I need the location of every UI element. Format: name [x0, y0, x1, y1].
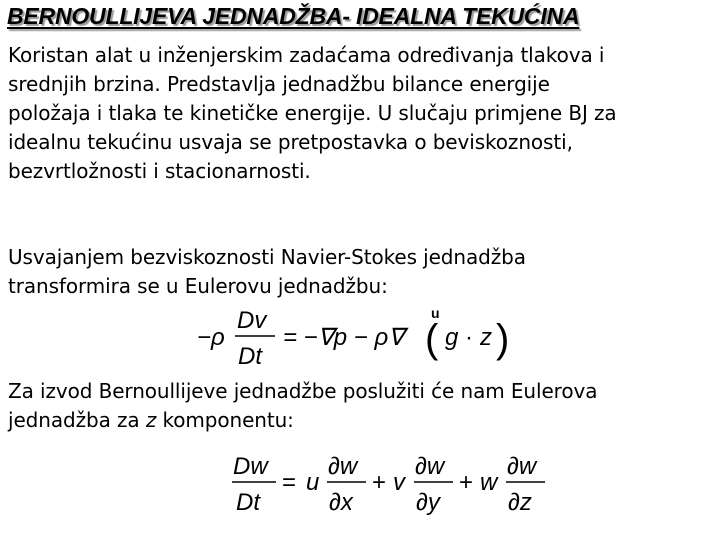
paragraph-line: Usvajanjem bezviskoznosti Navier-Stokes jednadžba: [8, 245, 526, 269]
eq2-term1-numerator: ∂w: [328, 453, 358, 480]
paragraph-line: bezvrtložnosti i stacionarnosti.: [8, 159, 311, 183]
eq2-term2-denominator: ∂y: [416, 489, 440, 516]
eq1-right-paren: ): [496, 317, 510, 361]
eq1-g: g: [445, 324, 459, 351]
paragraph-text: komponentu:: [156, 408, 294, 432]
eq1-numerator: Dv: [237, 307, 267, 334]
paragraph-line: [8, 406, 713, 435]
eq1-rhs: = −∇p − ρ∇: [283, 324, 405, 351]
eq1-vector-mark: u: [431, 305, 440, 321]
eq1-minus-rho: −ρ: [197, 324, 225, 351]
eq2-lhs-denominator: Dt: [236, 489, 260, 516]
paragraph-euler: [8, 243, 713, 301]
eq2-term3-denominator: ∂z: [508, 489, 532, 516]
eq2-w: w: [480, 469, 498, 496]
eq2-v: v: [393, 469, 405, 496]
paragraph-line: idealnu tekućinu usvaja se pretpostavka o beviskoznosti,: [8, 130, 573, 154]
eq2-term3-numerator: ∂w: [507, 453, 537, 480]
paragraph-intro: [8, 41, 713, 186]
eq2-plus2: +: [459, 469, 474, 496]
eq2-u: u: [306, 469, 320, 496]
eq2-plus1: +: [372, 469, 387, 496]
z-component-equation: [230, 446, 560, 522]
eq2-lhs-numerator: Dw: [233, 453, 268, 480]
paragraph-line: Za izvod Bernoullijeve jednadžbe poslužiti će nam Eulerova: [8, 379, 598, 403]
eq2-term2-numerator: ∂w: [415, 453, 445, 480]
euler-equation: [195, 300, 515, 372]
paragraph-line: srednjih brzina. Predstavlja jednadžbu bilance energije: [8, 72, 550, 96]
paragraph-line: položaja i tlaka te kinetičke energije. U slučaju primjene BJ za: [8, 101, 617, 125]
eq1-z: z: [480, 324, 492, 351]
paragraph-text: jednadžba za: [8, 408, 146, 432]
paragraph-line: transformira se u Eulerovu jednadžbu:: [8, 274, 388, 298]
eq1-denominator: Dt: [238, 343, 262, 370]
slide-title: BERNOULLIJEVA JEDNADŽBA- IDEALNA TEKUĆINA: [7, 3, 580, 29]
eq1-left-paren: (: [425, 317, 439, 361]
eq1-dot: ·: [465, 324, 473, 351]
paragraph-bernoulli: [8, 377, 713, 435]
paragraph-line: Koristan alat u inženjerskim zadaćama određivanja tlakova i: [8, 43, 605, 67]
eq2-equals: =: [282, 469, 297, 496]
variable-z: z: [145, 408, 157, 432]
eq2-term1-denominator: ∂x: [329, 489, 353, 516]
